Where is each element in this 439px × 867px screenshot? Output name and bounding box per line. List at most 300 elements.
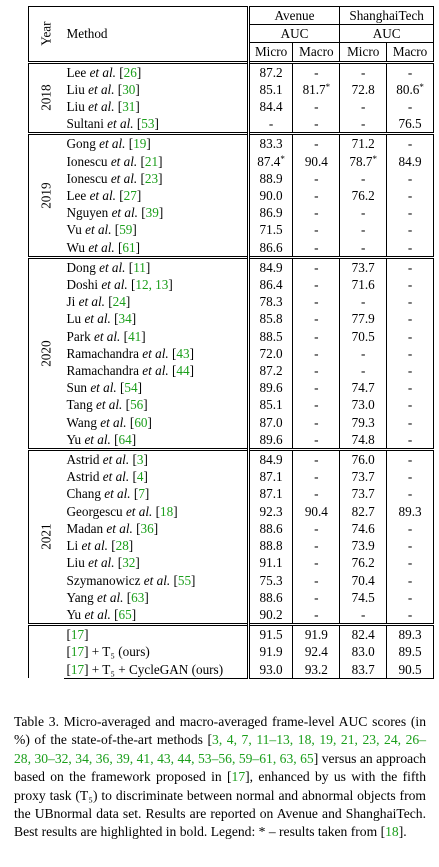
value-text: 88.6 — [259, 589, 283, 605]
value-text: 70.5 — [351, 328, 375, 344]
avenue-macro-value — [293, 345, 340, 362]
shanghaitech-micro-value — [340, 221, 387, 238]
method-citation[interactable]: 7 — [138, 486, 145, 502]
avenue-macro-value — [293, 257, 340, 276]
table-body — [29, 62, 434, 678]
method-citation[interactable]: 17 — [70, 661, 85, 677]
method-cell: Astrid et al. [3] — [64, 450, 249, 469]
method-citation[interactable]: 24 — [112, 294, 126, 310]
value-text: - — [407, 294, 413, 310]
table-row — [29, 554, 434, 571]
value-text: - — [407, 606, 413, 622]
shanghaitech-macro-value — [387, 170, 434, 187]
method-cell: Lu et al. [34] — [66, 311, 137, 327]
avenue-macro-value — [293, 98, 340, 115]
table-row — [29, 257, 434, 276]
method-citation[interactable]: 36 — [140, 520, 154, 536]
value-text: - — [268, 116, 274, 132]
method-citation[interactable]: 63 — [131, 589, 145, 605]
value-text: - — [314, 188, 319, 204]
table-row — [29, 98, 434, 115]
table-row-ours — [29, 625, 434, 644]
shanghaitech-macro-value — [387, 554, 434, 571]
method-cell: Nguyen et al. [39] — [66, 205, 164, 221]
value-text: 75.3 — [259, 572, 283, 588]
value-text: 73.0 — [351, 397, 375, 413]
value-text: 83.3 — [259, 136, 283, 152]
method-name: Sultani — [66, 116, 108, 132]
method-suffix: ] + T₅ (ours) — [84, 644, 150, 660]
avenue-micro-value: 93.0 — [248, 661, 293, 679]
table-row — [29, 520, 434, 537]
table-row — [29, 328, 434, 345]
method-cell: Ionescu et al. [23] — [66, 170, 163, 186]
value-text: - — [407, 363, 413, 379]
method-citation[interactable]: 11 — [133, 259, 146, 275]
value-text: - — [314, 431, 319, 447]
shanghaitech-macro-value — [387, 589, 434, 606]
value-text: - — [314, 294, 319, 310]
avenue-macro-value — [293, 520, 340, 537]
method-citation[interactable]: 18 — [160, 503, 174, 519]
method-citation[interactable]: 28 — [115, 538, 129, 554]
value-text: - — [314, 328, 319, 344]
table-row-ours — [29, 643, 434, 660]
value-text: 90.4 — [304, 503, 328, 519]
avenue-macro-value — [293, 62, 340, 81]
avenue-micro-value — [248, 572, 293, 589]
value-text: - — [361, 345, 366, 361]
value-text: 89.6 — [259, 431, 283, 447]
method-cell — [64, 643, 249, 660]
caption-citation-legend[interactable]: 18 — [385, 824, 399, 840]
method-citation[interactable]: 44 — [176, 363, 190, 379]
avenue-macro-value — [293, 589, 340, 606]
avenue-macro-value — [293, 204, 340, 221]
method-citation[interactable]: 61 — [122, 239, 136, 255]
value-text: - — [407, 380, 413, 396]
method-cell: Doshi et al. [12, 13] — [66, 277, 173, 293]
avenue-micro-value — [248, 257, 293, 276]
method-name: Li — [66, 538, 82, 554]
value-text: 87.1 — [259, 469, 283, 485]
table-row — [29, 239, 434, 258]
method-cell — [64, 661, 249, 679]
value-text: - — [361, 294, 366, 310]
table-row — [29, 293, 434, 310]
value-text: - — [314, 170, 319, 186]
value-text: 71.2 — [351, 136, 375, 152]
shanghaitech-macro-value — [387, 204, 434, 221]
avenue-macro-value — [293, 468, 340, 485]
method-cell: Yang et al. [63] — [66, 589, 149, 605]
avenue-micro-value: 91.9 — [248, 643, 293, 660]
method-etal: et al. — [84, 606, 111, 622]
shanghaitech-micro-value — [340, 362, 387, 379]
value-text: 87.4 — [257, 153, 281, 169]
method-citation[interactable]: 19 — [133, 136, 147, 152]
shanghaitech-macro-value — [387, 414, 434, 431]
method-etal: et al. — [107, 116, 134, 132]
results-table — [28, 6, 434, 679]
avenue-macro-value — [293, 572, 340, 589]
table-row — [29, 537, 434, 554]
taken-from-mark: * — [280, 153, 285, 164]
table-row — [29, 310, 434, 327]
value-text: 78.7 — [349, 153, 373, 169]
method-cell: Park et al. [41] — [66, 328, 146, 344]
method-citation[interactable]: 56 — [130, 397, 144, 413]
method-name: Astrid — [66, 469, 103, 485]
value-text: 86.6 — [259, 239, 283, 255]
avenue-micro-value — [248, 468, 293, 485]
avenue-micro-value: 91.5 — [248, 625, 293, 644]
method-cell: Ji et al. [24] — [66, 294, 131, 310]
year-header-label: Year — [38, 21, 54, 46]
shanghaitech-macro-value — [387, 310, 434, 327]
value-text: - — [407, 205, 413, 221]
value-text: 82.7 — [351, 503, 375, 519]
table-row — [29, 134, 434, 153]
method-name: Liu — [66, 81, 89, 97]
value-text: 78.3 — [259, 294, 283, 310]
table-row — [29, 414, 434, 431]
avenue-micro-value — [248, 450, 293, 469]
taken-from-mark: * — [372, 153, 377, 164]
method-cell: Lee et al. [26] — [64, 62, 249, 81]
value-text: - — [314, 363, 319, 379]
value-text: 76.2 — [351, 555, 375, 571]
method-cell: Gong et al. [19] — [64, 134, 249, 153]
table-row — [29, 503, 434, 520]
value-text: 86.9 — [259, 205, 283, 221]
method-citation[interactable]: 4 — [136, 469, 144, 485]
method-cell: Ramachandra et al. [44] — [66, 363, 194, 379]
method-cell: Yu et al. [64] — [66, 431, 137, 447]
shanghaitech-macro-value — [387, 572, 434, 589]
method-name: Liu — [66, 99, 89, 115]
avenue-micro-value — [248, 328, 293, 345]
avenue-micro-header: Micro — [248, 43, 293, 62]
table-row — [29, 362, 434, 379]
method-cell: Li et al. [28] — [66, 538, 134, 554]
method-citation[interactable]: 41 — [128, 328, 142, 344]
method-etal: et al. — [100, 414, 127, 430]
shanghaitech-micro-value — [340, 414, 387, 431]
method-etal: et al. — [90, 380, 117, 396]
method-citation[interactable]: 27 — [123, 188, 137, 204]
value-text: 90.4 — [304, 153, 328, 169]
table-row — [29, 345, 434, 362]
value-text: - — [407, 136, 413, 152]
method-citation[interactable]: 60 — [134, 414, 148, 430]
value-text: 71.5 — [259, 222, 283, 238]
method-citation[interactable]: 59 — [119, 222, 133, 238]
avenue-macro-value — [293, 239, 340, 258]
shanghaitech-macro-value — [387, 396, 434, 413]
method-citation[interactable]: 55 — [177, 572, 192, 588]
value-text: 84.9 — [259, 452, 283, 468]
method-name: Georgescu — [66, 503, 126, 519]
avenue-micro-value — [248, 362, 293, 379]
table-row — [29, 115, 434, 134]
value-text: - — [314, 239, 319, 255]
method-citation[interactable]: 65 — [118, 606, 132, 622]
shanghaitech-macro-value — [387, 485, 434, 502]
method-citation[interactable]: 32 — [122, 555, 136, 571]
value-text: 74.5 — [351, 589, 375, 605]
method-name: Ionescu — [66, 153, 111, 169]
taken-from-mark: * — [419, 81, 424, 92]
shanghaitech-macro-value — [387, 468, 434, 485]
value-text: - — [314, 414, 319, 430]
table-row — [29, 276, 434, 293]
method-citation[interactable]: 53 — [141, 116, 155, 132]
shanghaitech-macro-value — [387, 276, 434, 293]
shanghaitech-header: ShanghaiTech — [340, 7, 434, 25]
value-text: - — [361, 205, 366, 221]
avenue-macro-value: 92.4 — [293, 643, 340, 660]
table-row — [29, 450, 434, 469]
shanghaitech-macro-value — [387, 293, 434, 310]
table-row — [29, 396, 434, 413]
avenue-macro-value — [293, 606, 340, 625]
table-row — [29, 62, 434, 81]
method-etal: et al. — [102, 469, 130, 485]
value-text: - — [407, 431, 413, 447]
method-etal: et al. — [88, 239, 115, 255]
avenue-micro-value — [248, 62, 293, 81]
method-name: Doshi — [66, 277, 102, 293]
caption-citation-framework[interactable]: 17 — [231, 769, 246, 785]
shanghaitech-macro-value — [387, 153, 434, 170]
method-citation[interactable]: 31 — [122, 99, 136, 115]
method-cell: Madan et al. [36] — [66, 520, 159, 536]
method-citation[interactable]: 43 — [176, 345, 190, 361]
shanghaitech-micro-value — [340, 187, 387, 204]
shanghaitech-macro-value — [387, 221, 434, 238]
shanghaitech-micro-value — [340, 450, 387, 469]
value-text: - — [361, 99, 366, 115]
table-row — [29, 170, 434, 187]
year-cell — [29, 257, 64, 449]
shanghaitech-macro-value — [387, 115, 434, 134]
value-text: - — [314, 222, 319, 238]
method-name: Lu — [66, 311, 85, 327]
method-cell: Astrid et al. [4] — [66, 469, 148, 485]
method-name: Chang — [66, 486, 105, 502]
value-text: - — [361, 116, 366, 132]
method-citation[interactable]: 26 — [123, 64, 137, 80]
value-text: - — [407, 64, 413, 80]
avenue-micro-value — [248, 554, 293, 571]
value-text: - — [361, 222, 366, 238]
value-text: 88.9 — [259, 170, 283, 186]
shanghaitech-micro-value — [340, 276, 387, 293]
method-citation[interactable]: 17 — [70, 644, 85, 660]
method-etal: et al. — [111, 205, 138, 221]
method-etal: et al. — [106, 520, 133, 536]
avenue-macro-value — [293, 554, 340, 571]
method-citation[interactable]: 3 — [136, 452, 144, 468]
value-text: - — [407, 572, 413, 588]
value-text: 71.6 — [351, 277, 375, 293]
table-row — [29, 379, 434, 396]
caption-citations[interactable]: 3, 4, 7, 11–13, 18, 19, 21, 23, 24, 26–28, 30–32, 34, 36, 39, 41, 43, 44, 53–56, 59–61, 63, 65 — [14, 732, 427, 766]
method-citation[interactable]: 23 — [144, 170, 159, 186]
table-row — [29, 81, 434, 98]
avenue-macro-header: Macro — [293, 43, 340, 62]
value-text: - — [407, 222, 413, 238]
method-name: Ramachandra — [66, 363, 143, 379]
method-cell: Yu et al. [65] — [66, 606, 137, 622]
method-citation[interactable]: 12, 13 — [135, 277, 169, 293]
method-etal: et al. — [143, 572, 171, 588]
value-text: 91.1 — [259, 555, 283, 571]
method-cell: Dong et al. [11] — [64, 257, 249, 276]
shanghaitech-micro-value — [340, 257, 387, 276]
year-label: 2020 — [38, 340, 54, 367]
avenue-micro-value — [248, 606, 293, 625]
method-etal: et al. — [97, 589, 124, 605]
value-text: 92.3 — [259, 503, 283, 519]
value-text: - — [407, 170, 413, 186]
method-citation[interactable]: 17 — [70, 627, 85, 643]
method-name: Wu — [66, 239, 89, 255]
avenue-micro-value — [248, 204, 293, 221]
value-text: 70.4 — [351, 572, 375, 588]
shanghaitech-micro-value — [340, 503, 387, 520]
method-name: Sun — [66, 380, 91, 396]
shanghaitech-micro-value — [340, 115, 387, 134]
method-citation[interactable]: 21 — [144, 153, 159, 169]
table-row — [29, 431, 434, 450]
table-caption — [14, 713, 426, 842]
value-text: 89.6 — [259, 380, 283, 396]
method-name: Yang — [66, 589, 98, 605]
shanghaitech-micro-value — [340, 572, 387, 589]
value-text: 72.8 — [351, 81, 375, 97]
method-etal: et al. — [104, 486, 131, 502]
avenue-micro-value — [248, 589, 293, 606]
value-text: 74.6 — [351, 520, 375, 536]
shanghaitech-macro-value — [387, 134, 434, 153]
shanghaitech-micro-value — [340, 396, 387, 413]
value-text: - — [314, 452, 319, 468]
value-text: - — [407, 345, 413, 361]
method-prefix: [ — [66, 661, 71, 677]
shanghaitech-micro-value — [340, 134, 387, 153]
avenue-macro-value — [293, 153, 340, 170]
avenue-macro-value — [293, 450, 340, 469]
shanghaitech-micro-value — [340, 81, 387, 98]
year-cell — [29, 62, 64, 134]
method-etal: et al. — [85, 222, 112, 238]
shanghaitech-micro-value — [340, 204, 387, 221]
value-text: - — [407, 397, 413, 413]
shanghaitech-macro-header: Macro — [387, 43, 434, 62]
avenue-macro-value — [293, 134, 340, 153]
shanghaitech-macro-value — [387, 187, 434, 204]
avenue-micro-value — [248, 221, 293, 238]
method-cell: Lee et al. [27] — [66, 188, 142, 204]
method-etal: et al. — [125, 503, 153, 519]
shanghaitech-macro-value — [387, 362, 434, 379]
value-text: - — [314, 205, 319, 221]
shanghaitech-macro-value — [387, 98, 434, 115]
value-text: - — [407, 277, 413, 293]
value-text: - — [407, 311, 413, 327]
avenue-micro-value — [248, 98, 293, 115]
avenue-micro-value — [248, 431, 293, 450]
method-etal: et al. — [88, 555, 115, 571]
shanghaitech-auc-header: AUC — [340, 25, 434, 43]
shanghaitech-micro-value — [340, 554, 387, 571]
value-text: - — [314, 486, 319, 502]
shanghaitech-micro-header: Micro — [340, 43, 387, 62]
value-text: - — [407, 452, 413, 468]
avenue-macro-value — [293, 503, 340, 520]
method-etal: et al. — [142, 345, 169, 361]
method-citation[interactable]: 34 — [118, 311, 132, 327]
method-name: Gong — [66, 136, 100, 152]
method-etal: et al. — [93, 328, 121, 344]
avenue-micro-value — [248, 310, 293, 327]
shanghaitech-macro-value — [387, 537, 434, 554]
method-name: Ji — [66, 294, 79, 310]
avenue-macro-value — [293, 310, 340, 327]
caption-text-4: ]. — [398, 824, 407, 840]
method-etal: et al. — [95, 397, 123, 413]
method-name: Liu — [66, 555, 89, 571]
value-text: - — [314, 520, 319, 536]
value-text: 89.3 — [398, 503, 422, 519]
shanghaitech-macro-value — [387, 81, 434, 98]
method-cell: Chang et al. [7] — [66, 486, 150, 502]
value-text: - — [314, 259, 319, 275]
value-text: 84.9 — [398, 153, 422, 169]
method-etal: et al. — [110, 170, 138, 186]
method-citation[interactable]: 54 — [124, 380, 138, 396]
value-text: - — [407, 414, 413, 430]
avenue-micro-value — [248, 276, 293, 293]
method-name: Tang — [66, 397, 96, 413]
table-row — [29, 187, 434, 204]
method-etal: et al. — [88, 99, 115, 115]
value-text: 74.8 — [351, 431, 375, 447]
method-cell: Liu et al. [32] — [66, 555, 140, 571]
method-citation[interactable]: 64 — [118, 431, 132, 447]
value-text: 85.1 — [259, 397, 283, 413]
method-cell: Sultani et al. [53] — [66, 116, 159, 132]
value-text: 86.4 — [259, 277, 283, 293]
value-text: - — [407, 555, 413, 571]
shanghaitech-micro-value — [340, 98, 387, 115]
value-text: 76.2 — [351, 188, 375, 204]
value-text: 73.7 — [351, 486, 375, 502]
value-text: - — [314, 311, 319, 327]
avenue-macro-value: 93.2 — [293, 661, 340, 679]
avenue-macro-value — [293, 221, 340, 238]
year-label: 2021 — [38, 523, 54, 551]
method-citation[interactable]: 30 — [122, 81, 136, 97]
value-text: 84.9 — [259, 259, 283, 275]
table-row — [29, 589, 434, 606]
method-citation[interactable]: 39 — [145, 205, 159, 221]
method-etal: et al. — [110, 153, 138, 169]
avenue-micro-value — [248, 503, 293, 520]
method-name: Ionescu — [66, 170, 111, 186]
